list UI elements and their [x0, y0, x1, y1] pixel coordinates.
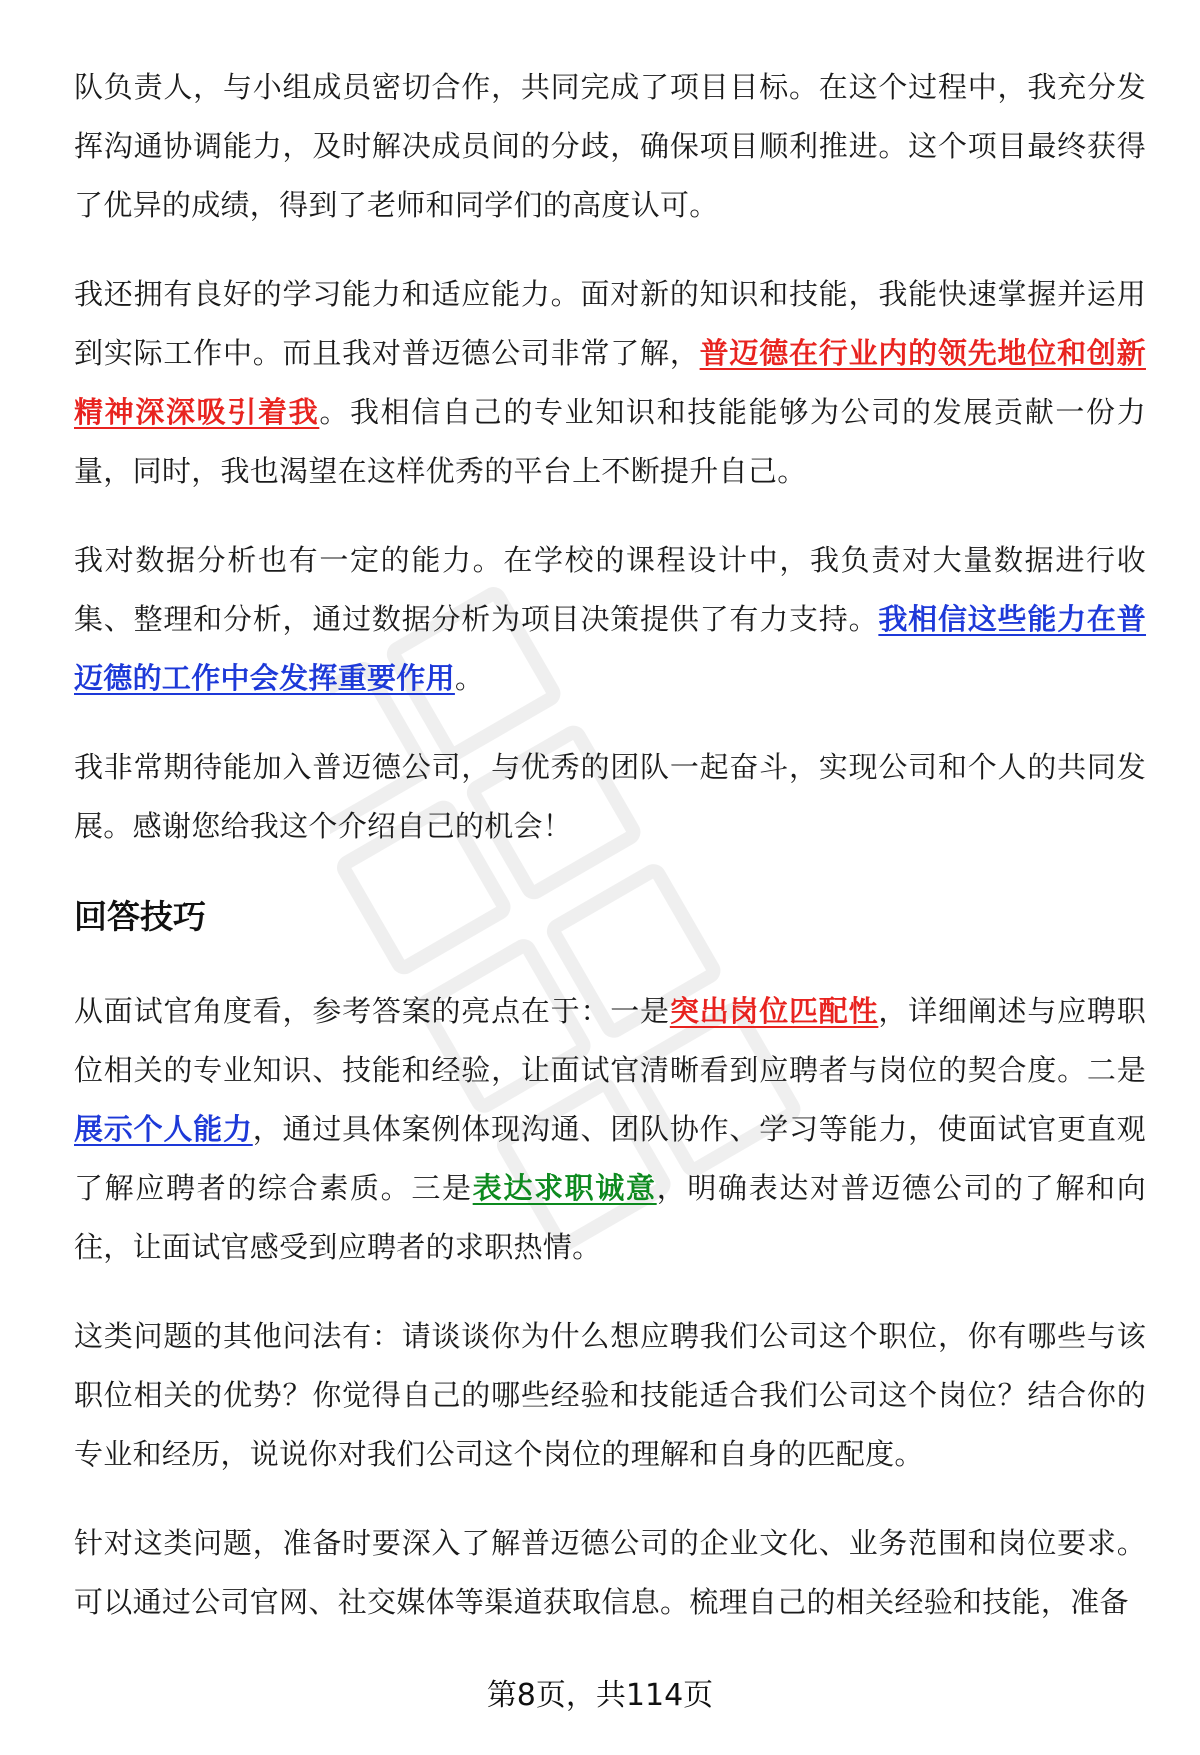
paragraph	[74, 982, 1146, 1277]
section-heading: 回答技巧	[74, 897, 206, 936]
highlight-green: 表达求职诚意	[472, 1171, 657, 1205]
text-run: ，通过具体案例体现沟通、团队协作、学习等能力，使面试官更直观了解应聘者的综合素质。三是	[74, 1112, 1146, 1205]
text-run: 从面试官角度看，参考答案的亮点在于：一是	[74, 994, 670, 1028]
text-run: 针对这类问题，准备时要深入了解普迈德公司的企业文化、业务范围和岗位要求。可以通过公司官网、社交媒体等渠道获取信息。梳理自己的相关经验和技能，准备	[74, 1526, 1146, 1619]
text-run: 我非常期待能加入普迈德公司，与优秀的团队一起奋斗，实现公司和个人的共同发展。感谢您给我这个介绍自己的机会！	[74, 750, 1146, 843]
tips-section	[74, 982, 1146, 1632]
text-run: 。我相信自己的专业知识和技能能够为公司的发展贡献一份力量，同时，我也渴望在这样优秀的平台上不断提升自己。	[74, 395, 1146, 488]
paragraph	[74, 1307, 1146, 1484]
text-run: 。	[454, 661, 485, 695]
paragraph	[74, 738, 1146, 856]
body-section	[74, 58, 1146, 856]
highlight-blue: 展示个人能力	[74, 1112, 253, 1146]
text-run: 队负责人，与小组成员密切合作，共同完成了项目目标。在这个过程中，我充分发挥沟通协调能力，及时解决成员间的分歧，确保项目顺利推进。这个项目最终获得了优异的成绩，得到了老师和同学们的高度认可。	[74, 70, 1146, 222]
paragraph	[74, 1514, 1146, 1632]
text-run: ，明确表达对普迈德公司的了解和向往，让面试官感受到应聘者的求职热情。	[74, 1171, 1146, 1264]
paragraph	[74, 531, 1146, 708]
document-page	[74, 58, 1146, 1662]
paragraph	[74, 58, 1146, 235]
page-number: 第8页，共114页	[486, 1678, 714, 1713]
paragraph	[74, 265, 1146, 501]
highlight-red: 普迈德在行业内的领先地位和创新精神深深吸引着我	[74, 336, 1146, 429]
highlight-blue: 我相信这些能力在普迈德的工作中会发挥重要作用	[74, 602, 1147, 695]
text-run: 我还拥有良好的学习能力和适应能力。面对新的知识和技能，我能快速掌握并运用到实际工作中。而且我对普迈德公司非常了解，	[74, 277, 1146, 370]
text-run: ，详细阐述与应聘职位相关的专业知识、技能和经验，让面试官清晰看到应聘者与岗位的契合度。二是	[74, 994, 1147, 1087]
highlight-red: 突出岗位匹配性	[669, 994, 879, 1028]
text-run: 我对数据分析也有一定的能力。在学校的课程设计中，我负责对大量数据进行收集、整理和分析，通过数据分析为项目决策提供了有力支持。	[74, 543, 1146, 636]
text-run: 这类问题的其他问法有：请谈谈你为什么想应聘我们公司这个职位，你有哪些与该职位相关的优势？你觉得自己的哪些经验和技能适合我们公司这个岗位？结合你的专业和经历，说说你对我们公司这个岗位的理解和自身的匹配度。	[74, 1319, 1146, 1471]
